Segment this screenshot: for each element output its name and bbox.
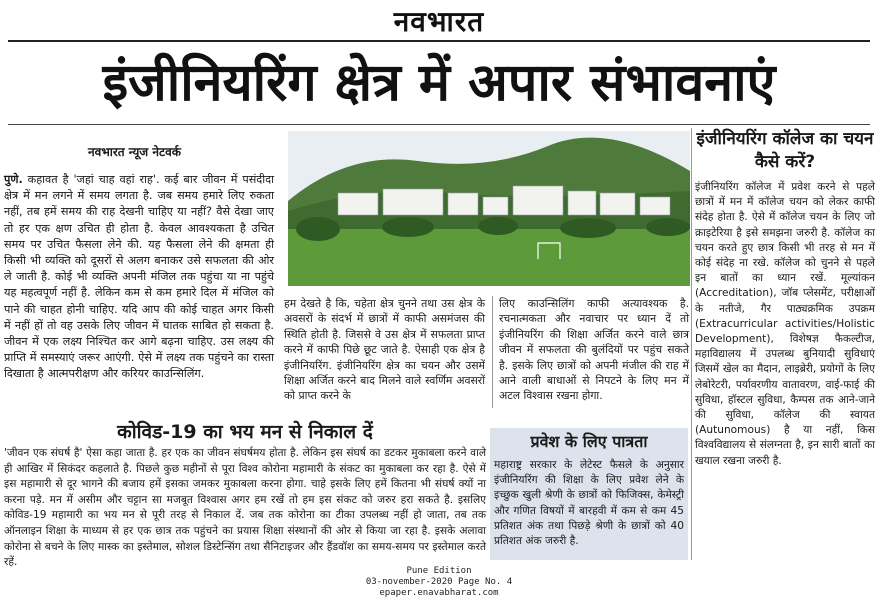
covid-heading: कोविड-19 का भय मन से निकाल दें xyxy=(117,421,373,443)
footer-site: epaper.enavabharat.com xyxy=(379,588,499,598)
headline: इंजीनियरिंग क्षेत्र में अपार संभावनाएं xyxy=(102,53,776,113)
intro-text: कहावत है 'जहां चाह वहां राह'. कई बार जीवन में पसंदीदा क्षेत्र में मन लगने में समय लगता है. जब समय हमारे लिए रुकता नहीं, तब हमें समय की राह देखनी चाहिए या नहीं? वैसे देखा जाए तो हर एक क्षण उचित ही होता है. केवल आवश्यकता है उचित समय पर उचित फैसला लेने की. यह फैसला लेने की क्षमता ही किसी भी व्यक्ति को दूसरों से अलग बनाकर उसे सफलता की ओर ले जाती है. कोई भी व्यक्ति अपनी मंजिल तक पहुंचा या ना पहुंचे यह महत्वपूर्ण नहीं है. लेकिन कम से कम हमारे दिल में मंजिल को पाने की चाहत होनी चाहिए. यदि आप की कोई चाहत अगर किसी में नहीं हों तो वह उसके लिए जीवन में घातक साबित हो सकता है. जीवन में एक लक्ष्य निश्चित कर आगे बढ़ना चाहिए. उस लक्ष्य की प्राप्ति में समस्याएं जरूर आएंगी. ऐसे में लक्ष्य तक पहुंचने का रास्ता दिखाता है आत्मपरीक्षण और करियर काउन्सिलिंग. xyxy=(4,173,274,381)
column-divider xyxy=(492,296,493,408)
middle-column-text: हम देखते है कि, चहेता क्षेत्र चुनने तथा उस क्षेत्र के अवसरों के संदर्भ में छात्रों में काफी असमंजस की स्थिति होती है. जिससे वे उस क्षेत्र में सफलता प्राप्त करने में काफी पिछे छूट जाते है. ऐसाही एक क्षेत्र है इंजीनियरिंग. इंजीनियरिंग क्षेत्र का चयन और उसमें शिक्षा अर्जित करने बाद मिलने वाले स्वर्णिम अवसरों को प्राप्त करने के xyxy=(284,297,485,403)
byline: नवभारत न्यूज नेटवर्क xyxy=(88,145,181,159)
divider xyxy=(8,124,870,125)
eligibility-heading: प्रवेश के लिए पात्रता xyxy=(530,432,648,451)
right-column-text: लिए काउन्सिलिंग काफी अत्यावश्यक है. रचनात्मकता और नवाचार पर ध्यान दें तो इंजीनियरिंग की शिक्षा अर्जित करने वाले छात्र जीवन में सफलता की बुलंदियों पर पहुंच सकते है. इसके लिए छात्रों को अपनी मंजील की राह में आने वाली बाधाओं से निपटने के लिए मन में अटल विश्वास रखना होगा. xyxy=(499,297,689,403)
footer-edition: Pune Edition xyxy=(406,566,472,576)
masthead-logo: नवभारत xyxy=(393,5,485,38)
footer xyxy=(0,566,878,599)
college-campus-photo xyxy=(288,131,690,286)
sidebar-heading: इंजीनियरिंग कॉलेज का चयन कैसे करें? xyxy=(696,129,874,172)
sidebar-body: इंजीनियरिंग कॉलेज में प्रवेश करने से पहले छात्रों में मन में कॉलेज चयन को लेकर काफी संदेह होता है. ऐसे में कॉलेज चयन के लिए जो क्राइटेरिया है इसे समझना जरुरी है. कॉलेज का चयन करते हुए छात्र किसी भी तरह से मन में कोई संदेह ना रखे. कॉलेज को चुनने से पहले इन बातों का ध्यान रखें. मूल्यांकन (Accreditation), जॉब प्लेसमेंट, परीक्षाओं के नतीजे, गैर पाठ्यक्रमिक उपक्रम (Extracurricular activities/Holistic Development), विशेषज्ञ फैकल्टीज, महाविद्यालय में उपलब्ध बुनियादी सुविधाएं जिसमें खेल का मैदान, लाइब्रेरी, प्रयोगों के लिए लेबोरेटरी, पर्यावरणीय वातावरण, वाई-फाई की सुविधा, हॉस्टल सुविधा, कैम्पस तक आने-जाने की सुविधा, कॉलेज की स्वायत (Autunomous) है या नहीं, किस विश्वविद्यालय से संलग्नता है, इन सारी बातों का खयाल रखना जरुरी है. xyxy=(695,181,875,467)
footer-date-page: 03-november-2020 Page No. 4 xyxy=(365,577,513,587)
covid-body: 'जीवन एक संघर्ष है' ऐसा कहा जाता है. हर एक का जीवन संघर्षमय होता है. लेकिन इस संघर्ष का डटकर मुकाबला करने वाले ही आखिर में सिकंदर कहलाते है. पिछले कुछ महीनों से पूरा विश्व कोरोना महामारी के संकट का मुकाबला कर रहा है. ऐसे में इस महामारी से दूर भागने की बजाय हमें इसका जमकर मुकाबला करना होगा. चाहे इसके लिए हमें कितना भी संघर्ष क्यों ना करना पड़े. मन में असीम और चट्टान सा मजबूत विश्वास अगर हम रखें तो हम इस संकट को जरुर हरा सकते है. इसलिए कोविड-19 महामारी का भय मन से पूरी तरह से निकाल दें. जब तक कोरोना का टीका उपलब्ध नहीं हो जाता, तब तक ऑनलाइन शिक्षा के माध्यम से हर एक छात्र तक पहुंचने का प्रयास शिक्षा संस्थानों की ओर से किया जा रहा है. इसके अलावा कोरोना से बचने के लिए मास्क का इस्तेमाल, सोशल डिस्टेन्सिंग तथा सैनिटाइजर और हैंडवॉश का समय-समय पर इस्तेमाल करते रहें. xyxy=(4,447,486,569)
eligibility-body: महाराष्ट्र सरकार के लेटेस्ट फैसले के अनुसार इंजीनियरिंग की शिक्षा के लिए प्रवेश लेने के इच्छुक खुली श्रेणी के छात्रों को फिजिक्स, केमेस्ट्री और गणित विषयों में बारहवी में कम से कम 45 प्रतिशत अंक तथा पिछड़े श्रेणी के छात्रों को 40 प्रतिशत अंक जरुरी है. xyxy=(494,459,684,548)
intro-article xyxy=(4,172,274,383)
column-divider xyxy=(691,128,692,560)
dateline: पुणे. xyxy=(4,173,23,186)
sidebar-college-selection xyxy=(695,128,875,469)
divider xyxy=(8,40,870,42)
